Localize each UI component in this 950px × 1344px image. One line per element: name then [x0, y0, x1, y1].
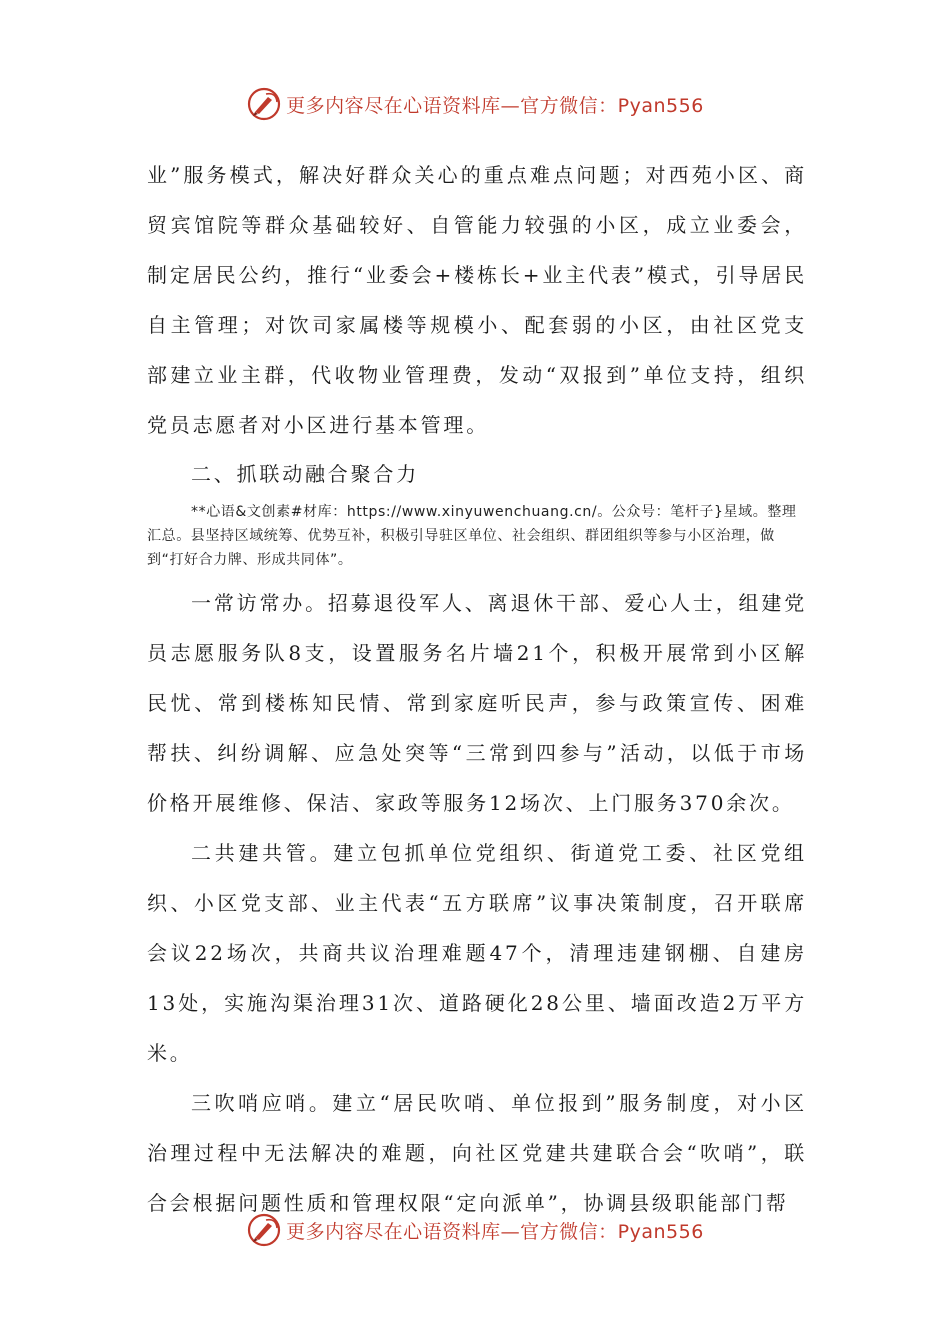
pen-logo-icon [246, 86, 282, 122]
paragraph-chuishao: 三吹哨应哨。建立“居民吹哨、单位报到”服务制度，对小区治理过程中无法解决的难题，向社区党建共建联合会“吹哨”，联合会根据问题性质和管理权限“定向派单”，协调县级职能部门帮 [147, 1091, 807, 1215]
paragraph-continued: 业”服务模式，解决好群众关心的重点难点问题；对西苑小区、商贸宾馆院等群众基础较好、自管能力较强的小区，成立业委会，制定居民公约，推行“业委会+楼栋长+业主代表”模式，引导居民自主管理；对饮司家属楼等规模小、配套弱的小区，由社区党支部建立业主群，代收物业管理费，发动“双报到”单位支持，组织党员志愿者对小区进行基本管理。 [147, 163, 807, 437]
source-note: **心语&文创素#材库：https://www.xinyuwenchuang.cn/。公众号：笔杆子}星域。整理汇总。县坚持区域统筹、优势互补，积极引导驻区单位、社会组织、群团组织等参与小区治理，做到“打好合力牌、形成共同体”。 [147, 504, 797, 568]
section-heading: 二、抓联动融合聚合力 [191, 462, 419, 486]
pen-logo-icon [246, 1212, 282, 1248]
header-banner-label: 更多内容尽在心语资料库—官方微信： [286, 94, 618, 117]
paragraph-changfang: 一常访常办。招募退役军人、离退休干部、爱心人士，组建党员志愿服务队8支，设置服务名片墙21个，积极开展常到小区解民忧、常到楼栋知民情、常到家庭听民声，参与政策宣传、困难帮扶、纠纷调解、应急处突等“三常到四参与”活动，以低于市场价格开展维修、保洁、家政等服务12场次、上门服务370余次。 [147, 591, 807, 815]
paragraph-gongjian: 二共建共管。建立包抓单位党组织、街道党工委、社区党组织、小区党支部、业主代表“五方联席”议事决策制度，召开联席会议22场次，共商共议治理难题47个，清理违建钢棚、自建房13处，实施沟渠治理31次、道路硬化28公里、墙面改造2万平方米。 [147, 841, 807, 1065]
document-body [147, 150, 807, 1228]
footer-banner [0, 1208, 950, 1252]
header-wechat-id: Pyan556 [617, 94, 704, 117]
footer-wechat-id: Pyan556 [617, 1220, 704, 1243]
footer-banner-text [286, 1217, 704, 1244]
header-banner-text [286, 91, 704, 118]
footer-banner-label: 更多内容尽在心语资料库—官方微信： [286, 1220, 618, 1243]
header-banner [0, 82, 950, 126]
